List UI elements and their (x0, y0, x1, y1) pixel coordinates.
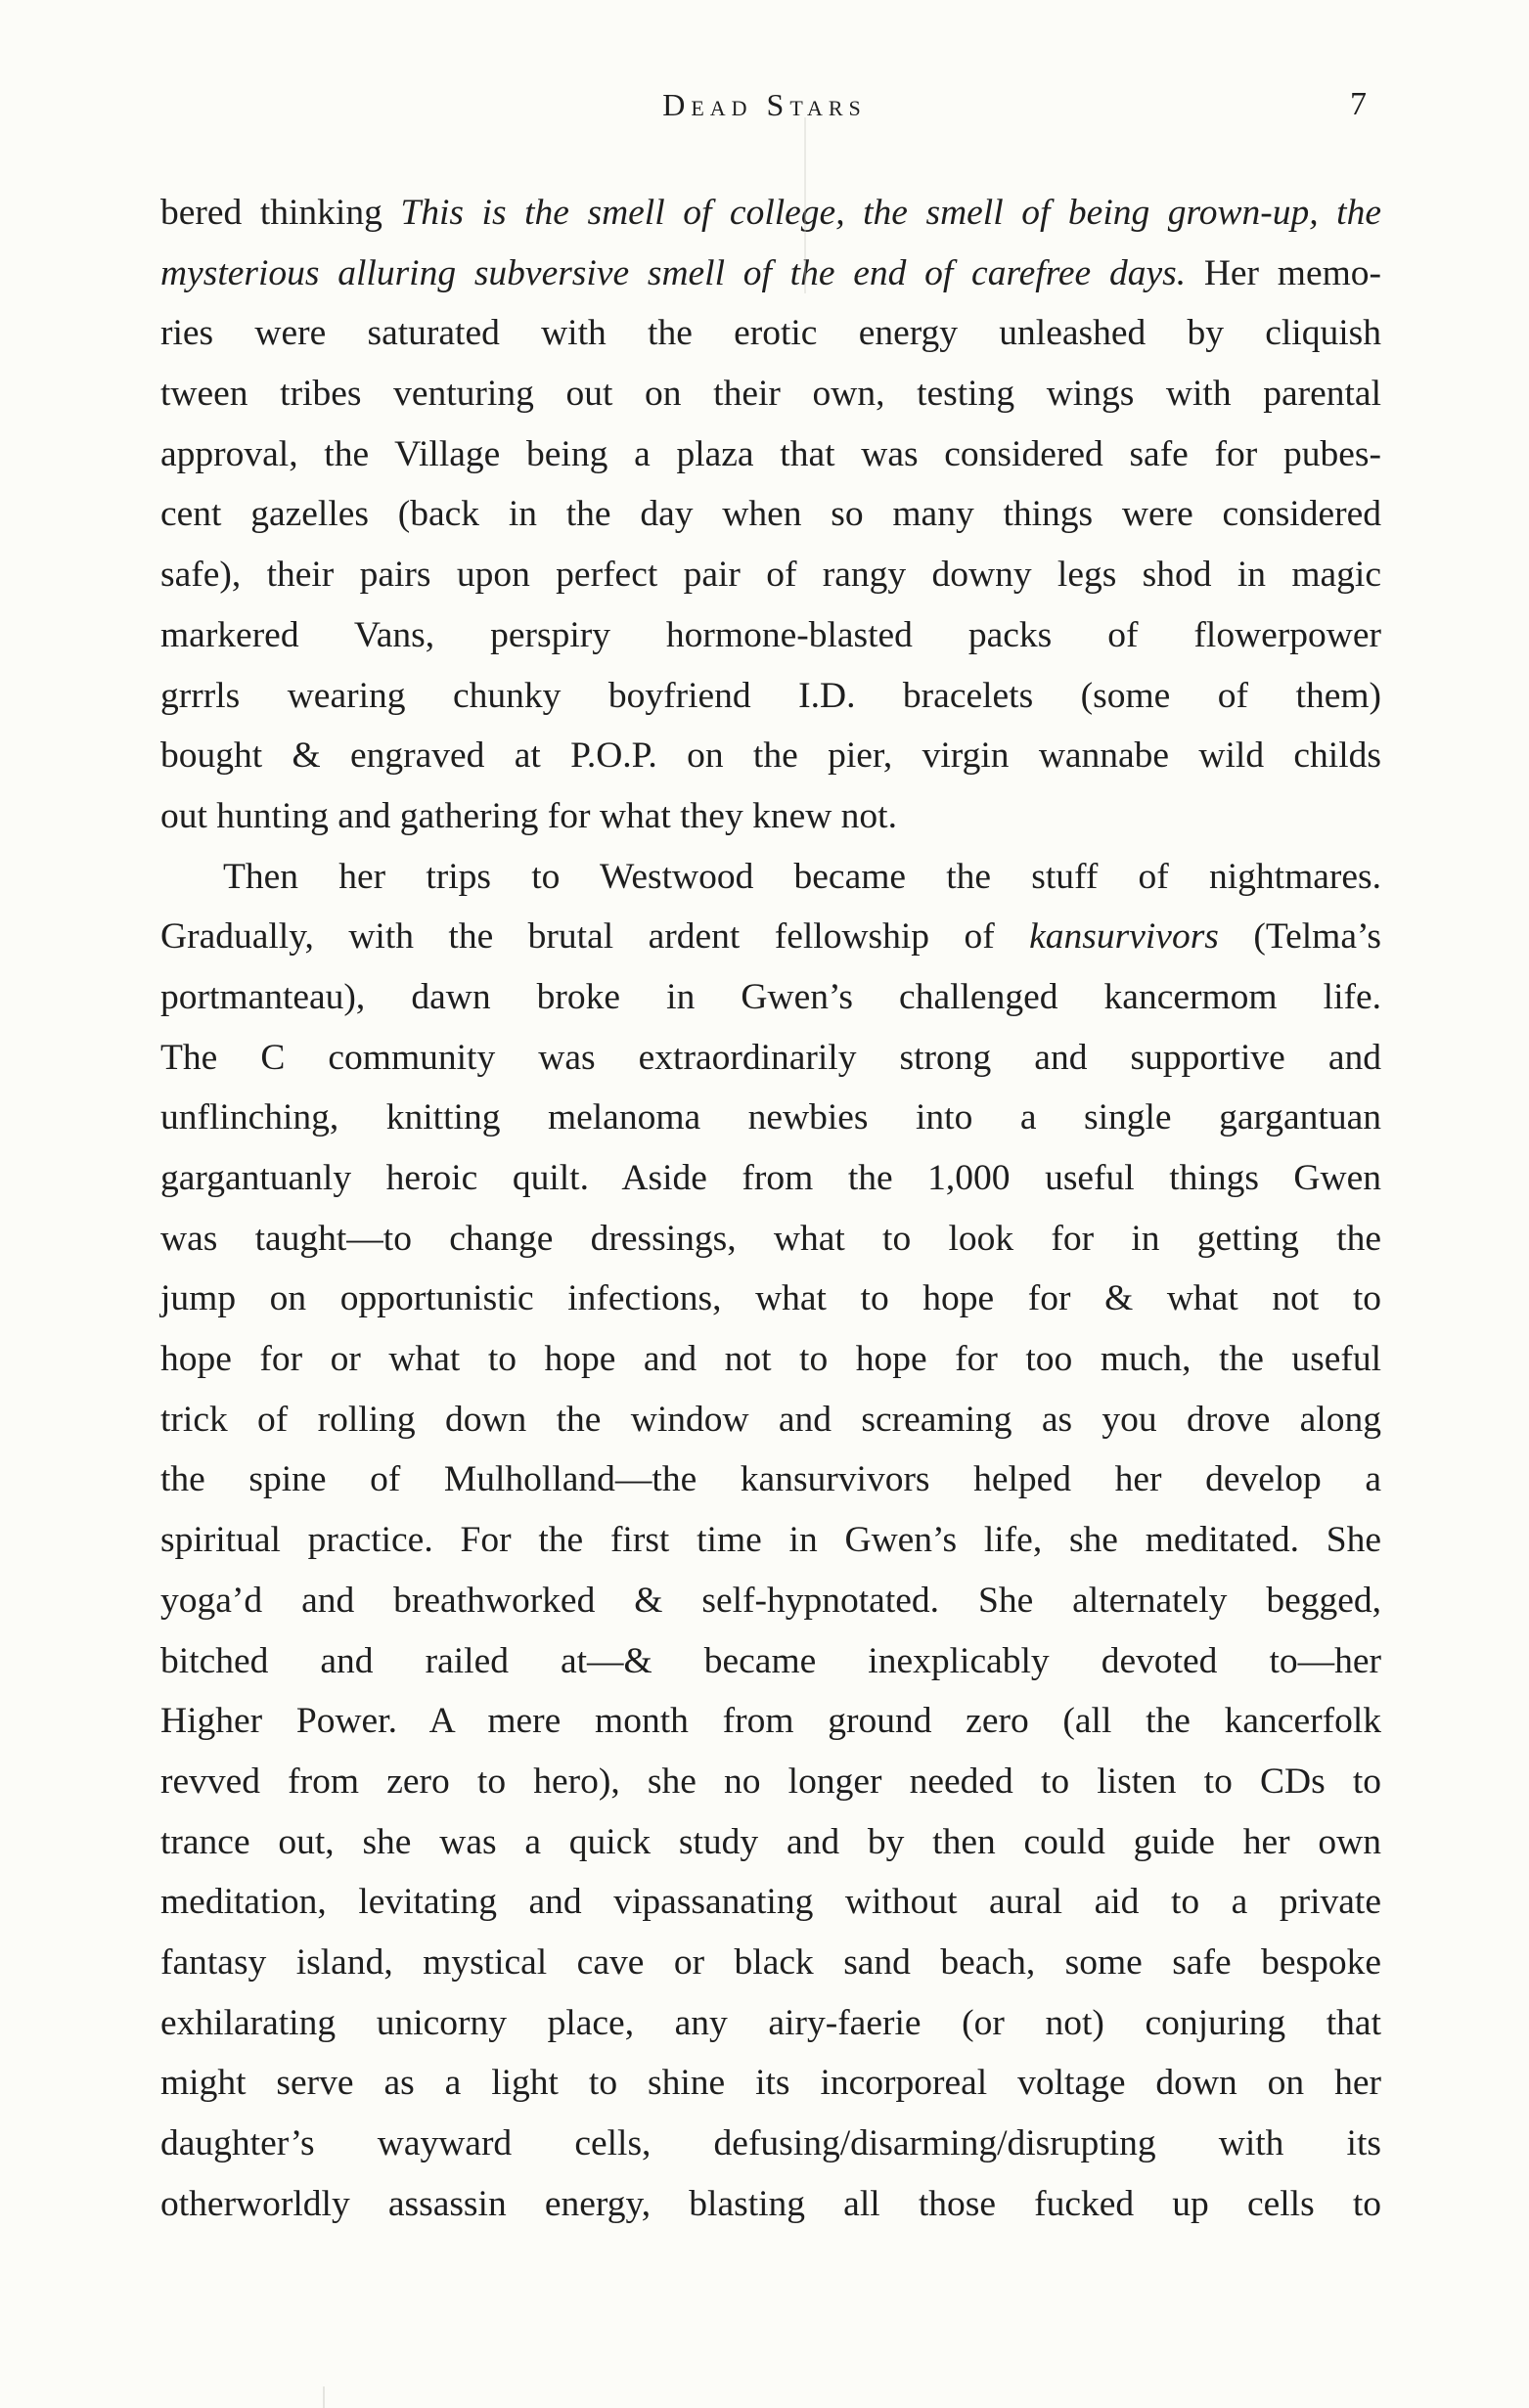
body-text (160, 183, 1381, 2234)
text-segment: yoga’d and breathworked & self-hypnotated. She alternately begged, (160, 1580, 1381, 1621)
text-line (160, 786, 1381, 847)
text-line (160, 364, 1381, 424)
text-segment: The C community was extraordinarily strong and supportive and (160, 1037, 1381, 1078)
text-segment: trick of rolling down the window and screaming as you drove along (160, 1399, 1381, 1440)
text-line (160, 1329, 1381, 1390)
text-segment: unflinching, knitting melanoma newbies into a single gargantuan (160, 1097, 1381, 1138)
text-segment: meditation, levitating and vipassanating without aural aid to a private (160, 1882, 1381, 1923)
text-line (160, 1088, 1381, 1148)
text-segment: was taught—to change dressings, what to look for in getting the (160, 1218, 1381, 1259)
scan-artifact-line (804, 117, 806, 293)
text-line (160, 1510, 1381, 1571)
text-segment: tween tribes venturing out on their own, testing wings with parental (160, 374, 1381, 415)
text-line (160, 1209, 1381, 1270)
text-line (160, 1631, 1381, 1692)
text-line (160, 1872, 1381, 1933)
text-segment: hope for or what to hope and not to hope for too much, the useful (160, 1339, 1381, 1380)
text-segment: (Telma’s (1218, 916, 1381, 958)
running-head (0, 80, 1529, 129)
page-number: 7 (1350, 86, 1367, 122)
text-line (160, 1028, 1381, 1089)
text-line (160, 1390, 1381, 1450)
text-line (160, 605, 1381, 666)
italic-text: This is the smell of college, the smell of being grown-up, the (400, 193, 1381, 233)
text-line (160, 1449, 1381, 1510)
text-segment: Then her trips to Westwood became the stuff of nightmares. (223, 856, 1381, 897)
text-line (160, 847, 1381, 908)
text-segment: cent gazelles (back in the day when so many things were considered (160, 494, 1381, 535)
text-segment: otherworldly assassin energy, blasting all those fucked up cells to (160, 2183, 1381, 2224)
text-line (160, 1571, 1381, 1631)
text-segment: out hunting and gathering for what they knew not. (160, 795, 897, 836)
text-segment: gargantuanly heroic quilt. Aside from the 1,000 useful things Gwen (160, 1158, 1381, 1198)
italic-text: mysterious alluring subversive smell of the end of carefree days. (160, 252, 1187, 293)
italic-text: kansurvivors (1029, 916, 1219, 958)
text-line (160, 1752, 1381, 1812)
text-segment: jump on opportunistic infections, what to hope for & what not to (160, 1278, 1381, 1319)
text-segment: approval, the Village being a plaza that was considered safe for pubes- (160, 433, 1381, 474)
text-line (160, 2053, 1381, 2114)
text-segment: trance out, she was a quick study and by then could guide her own (160, 1821, 1381, 1862)
text-line (160, 244, 1381, 304)
text-segment: markered Vans, perspiry hormone-blasted packs of flowerpower (160, 614, 1381, 655)
text-line (160, 2174, 1381, 2235)
text-line (160, 967, 1381, 1028)
text-line (160, 424, 1381, 485)
text-line (160, 907, 1381, 967)
text-line (160, 545, 1381, 605)
text-segment: Her memo- (1186, 252, 1382, 293)
text-segment: bered thinking (160, 193, 401, 233)
text-segment: the spine of Mulholland—the kansurvivors helped her develop a (160, 1459, 1381, 1500)
text-segment: grrrls wearing chunky boyfriend I.D. bracelets (some of them) (160, 675, 1381, 716)
text-segment: Higher Power. A mere month from ground zero (all the kancerfolk (160, 1701, 1381, 1742)
text-line (160, 1993, 1381, 2054)
text-line (160, 183, 1381, 244)
text-segment: revved from zero to hero), she no longer needed to listen to CDs to (160, 1761, 1381, 1802)
text-segment: portmanteau), dawn broke in Gwen’s challenged kancermom life. (160, 976, 1381, 1017)
text-segment: daughter’s wayward cells, defusing/disarming/disrupting with its (160, 2123, 1381, 2163)
text-segment: ries were saturated with the erotic energy unleashed by cliquish (160, 313, 1381, 354)
text-line (160, 484, 1381, 545)
text-line (160, 303, 1381, 364)
text-segment: safe), their pairs upon perfect pair of rangy downy legs shod in magic (160, 555, 1381, 596)
text-line (160, 726, 1381, 786)
text-segment: bought & engraved at P.O.P. on the pier, virgin wannabe wild childs (160, 736, 1381, 777)
text-line (160, 1148, 1381, 1209)
text-segment: Gradually, with the brutal ardent fellowship of (160, 916, 1030, 958)
book-title: Dead Stars (662, 87, 867, 122)
text-line (160, 2114, 1381, 2174)
text-segment: exhilarating unicorny place, any airy-faerie (or not) conjuring that (160, 2002, 1381, 2043)
text-segment: bitched and railed at—& became inexplicably devoted to—her (160, 1640, 1381, 1681)
text-segment: fantasy island, mystical cave or black sand beach, some safe bespoke (160, 1941, 1381, 1983)
scan-artifact-line (323, 2386, 325, 2408)
text-segment: spiritual practice. For the first time in Gwen’s life, she meditated. She (160, 1520, 1381, 1561)
text-segment: might serve as a light to shine its incorporeal voltage down on her (160, 2063, 1381, 2104)
text-line (160, 1691, 1381, 1752)
text-line (160, 1812, 1381, 1873)
text-line (160, 1269, 1381, 1329)
text-line (160, 1933, 1381, 1993)
text-line (160, 666, 1381, 727)
